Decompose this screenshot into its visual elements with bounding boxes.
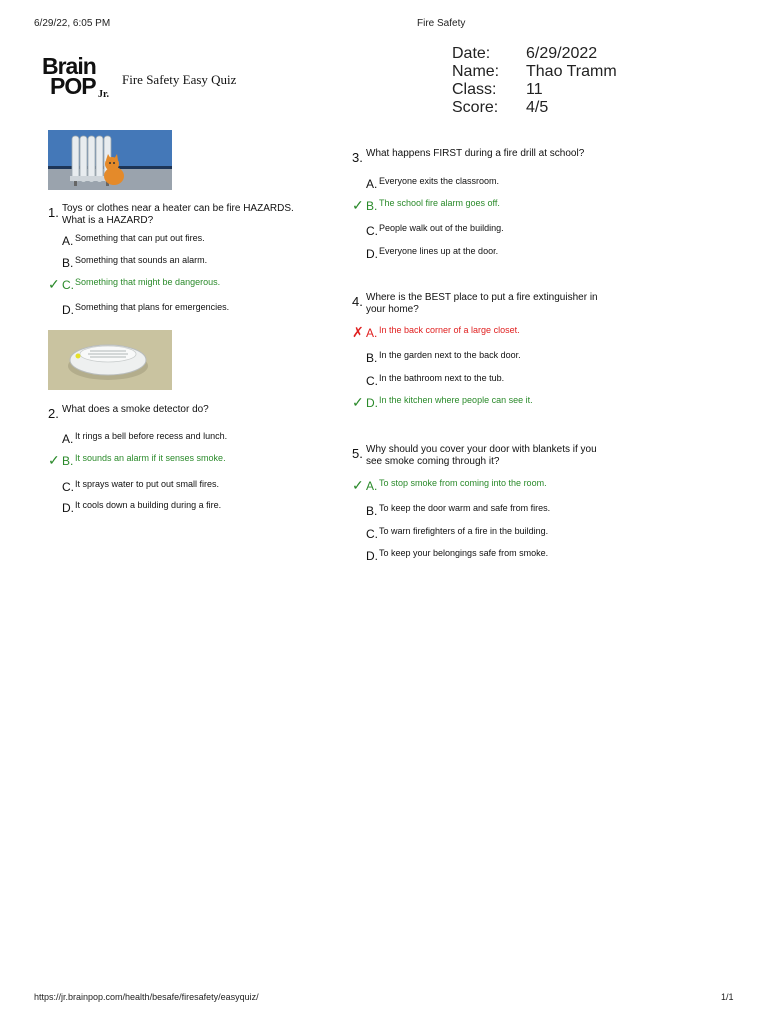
answer-option[interactable]: C. People walk out of the building. xyxy=(366,223,504,238)
answer-option-correct[interactable]: ✓ A. To stop smoke from coming into the room. xyxy=(352,477,547,493)
quiz-meta: Date: 6/29/2022 Name: Thao Tramm Class: 11 Score: 4/5 xyxy=(452,45,617,116)
answer-option[interactable]: C. It sprays water to put out small fires. xyxy=(62,479,220,494)
answer-option-correct[interactable]: ✓ B. The school fire alarm goes off. xyxy=(352,197,500,213)
question-text: Toys or clothes near a heater can be fire HAZARDS. What is a HAZARD? xyxy=(62,203,294,226)
answer-option-correct[interactable]: ✓ C. Something that might be dangerous. xyxy=(48,276,221,292)
answer-option-incorrect[interactable]: ✗ A. In the back corner of a large closet. xyxy=(352,324,520,340)
answer-option[interactable]: C. To warn firefighters of a fire in the building. xyxy=(366,526,549,541)
answer-option[interactable]: D. Something that plans for emergencies. xyxy=(62,302,230,317)
answer-option[interactable]: A. It rings a bell before recess and lunch. xyxy=(62,431,228,446)
check-icon: ✓ xyxy=(352,477,364,493)
check-icon: ✓ xyxy=(48,452,60,468)
smoke-detector-image xyxy=(48,330,172,390)
question-text: Where is the BEST place to put a fire extinguisher in your home? xyxy=(366,292,598,315)
answer-option[interactable]: D. Everyone lines up at the door. xyxy=(366,246,499,261)
answer-option[interactable]: B. To keep the door warm and safe from fires. xyxy=(366,503,551,518)
class-value: 11 xyxy=(526,81,543,98)
answer-option-correct[interactable]: ✓ B. It sounds an alarm if it senses smoke. xyxy=(48,452,226,468)
x-mark-icon: ✗ xyxy=(352,324,364,340)
name-value: Thao Tramm xyxy=(526,63,617,80)
date-value: 6/29/2022 xyxy=(526,45,598,62)
question-text: What does a smoke detector do? xyxy=(62,404,209,415)
answer-option-correct[interactable]: ✓ D. In the kitchen where people can see it. xyxy=(352,394,533,410)
page-url[interactable]: https://jr.brainpop.com/health/besafe/firesafety/easyquiz/ xyxy=(34,992,259,1002)
answer-option[interactable]: D. It cools down a building during a fire. xyxy=(62,500,222,515)
check-icon: ✓ xyxy=(48,276,60,292)
score-value: 4/5 xyxy=(526,99,549,116)
answer-option[interactable]: D. To keep your belongings safe from smoke. xyxy=(366,548,549,563)
print-datetime: 6/29/22, 6:05 PM xyxy=(34,18,111,29)
answer-option[interactable]: A. Everyone exits the classroom. xyxy=(366,176,500,191)
question-text: What happens FIRST during a fire drill at school? xyxy=(366,148,585,159)
quiz-title: Fire Safety Easy Quiz xyxy=(122,72,237,87)
answer-option[interactable]: B. Something that sounds an alarm. xyxy=(62,255,208,270)
answer-option[interactable]: C. In the bathroom next to the tub. xyxy=(366,373,505,388)
question-text: Why should you cover your door with blankets if you see smoke coming through it? xyxy=(366,444,597,467)
check-icon: ✓ xyxy=(352,197,364,213)
radiator-cat-image xyxy=(48,130,172,190)
answer-option[interactable]: B. In the garden next to the back door. xyxy=(366,350,521,365)
page-number: 1/1 xyxy=(721,992,734,1002)
print-title: Fire Safety xyxy=(417,18,466,29)
check-icon: ✓ xyxy=(352,394,364,410)
answer-option[interactable]: A. Something that can put out fires. xyxy=(62,233,205,248)
brainpop-jr-logo: Brain POP Jr. xyxy=(42,53,110,100)
